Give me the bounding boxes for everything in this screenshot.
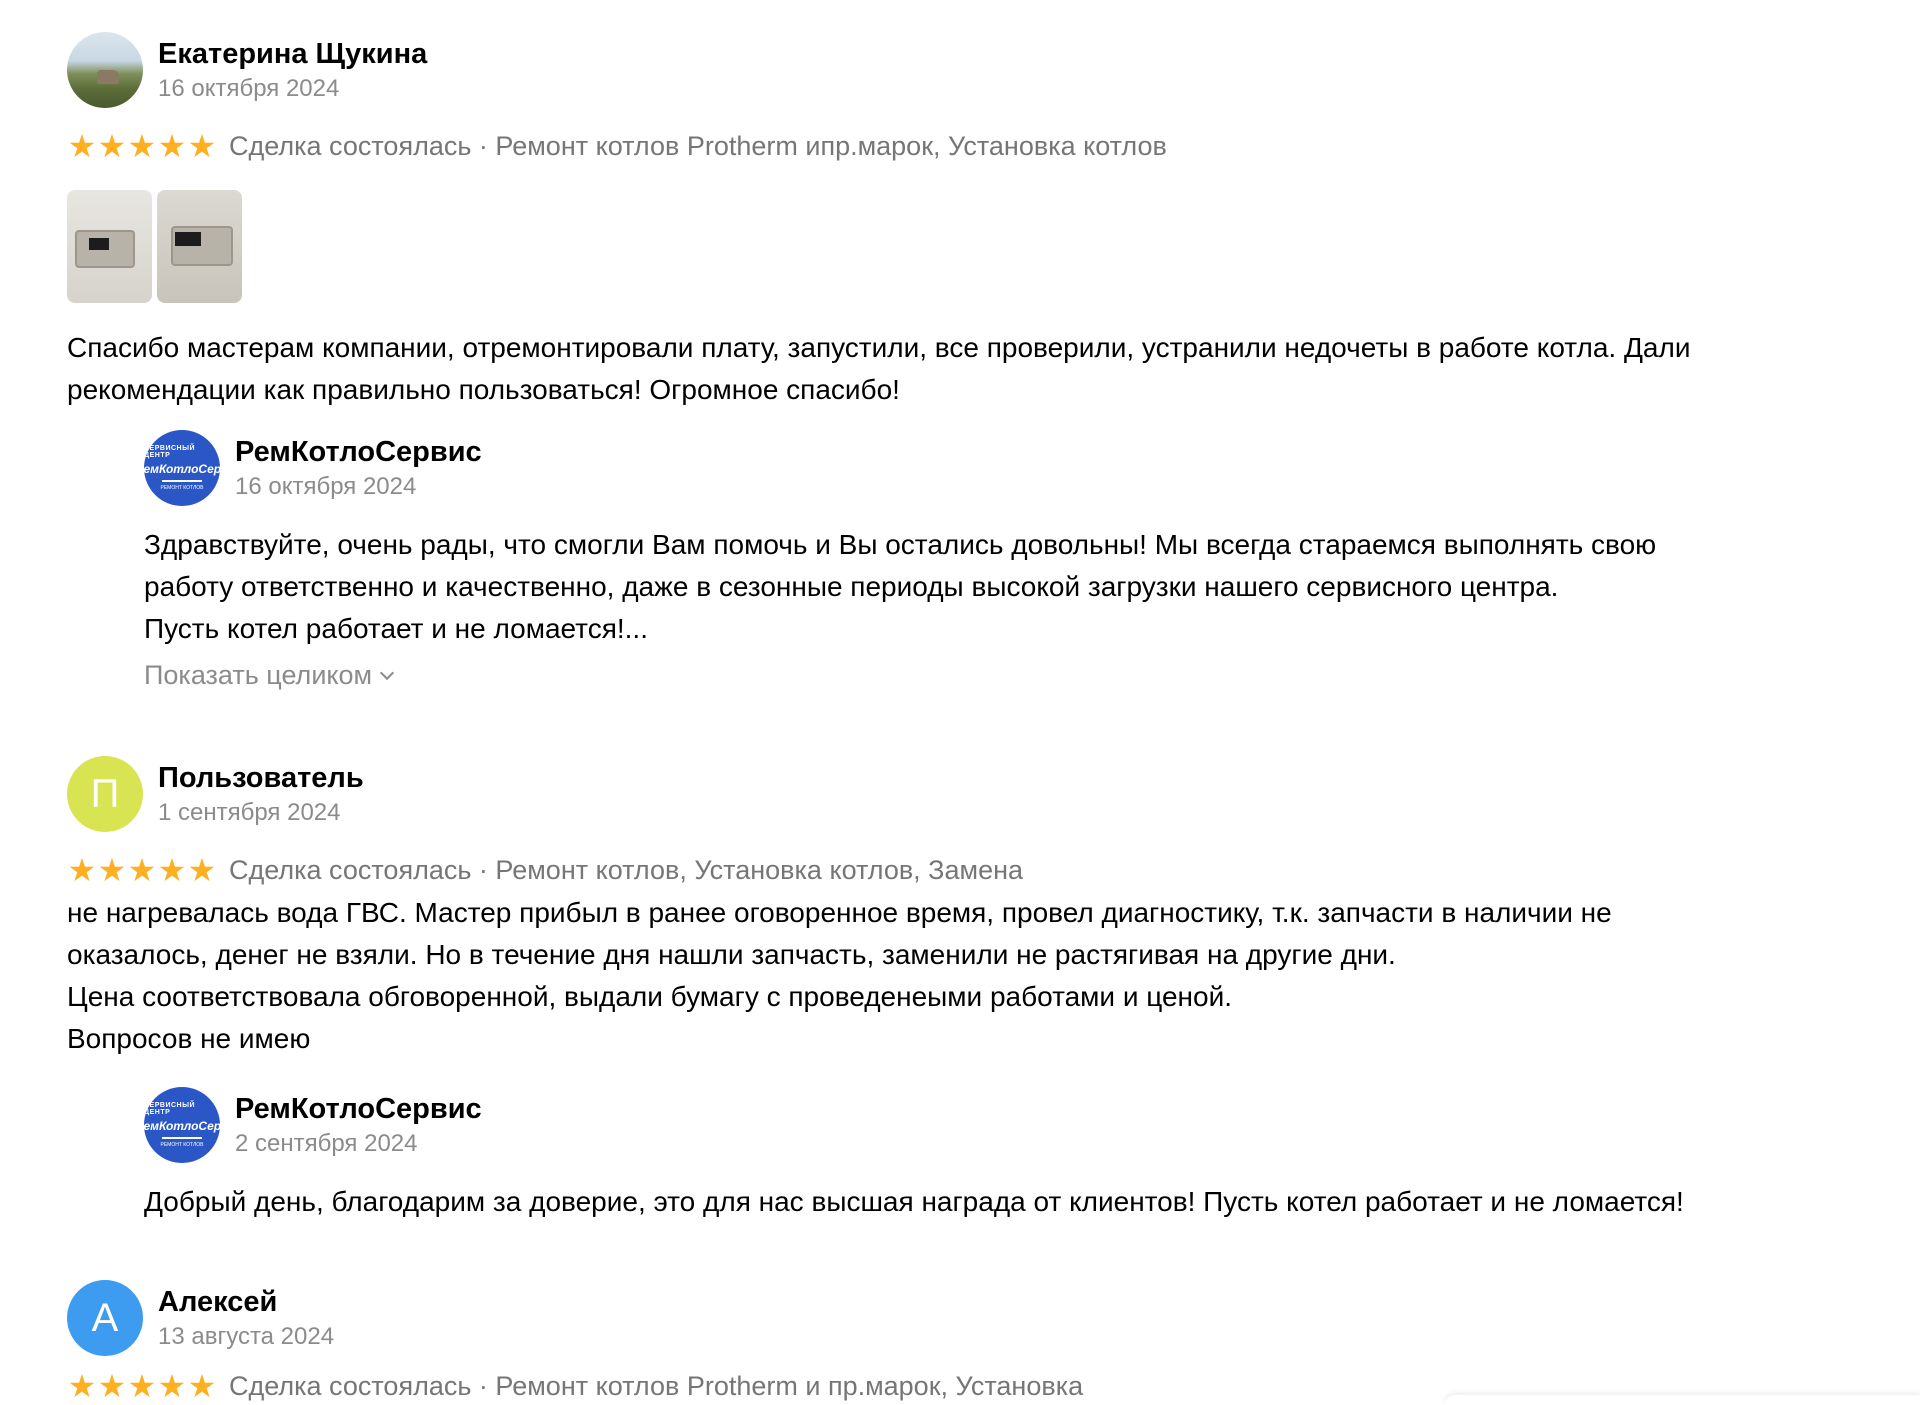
avatar-letter: П (90, 771, 120, 816)
review-header (67, 756, 1867, 832)
review-card (67, 1280, 1867, 1404)
avatar[interactable] (67, 1280, 143, 1356)
reply-text-line: работу ответственно и качественно, даже в сезонные периоды высокой загрузки нашего сервисного центра. (144, 571, 1559, 602)
reply-text-line: Добрый день, благодарим за доверие, это для нас высшая награда от клиентов! Пусть котел работает и не ломается! (144, 1186, 1684, 1217)
avatar[interactable] (67, 32, 143, 108)
chevron-down-icon (380, 665, 394, 679)
review-header (67, 32, 1867, 108)
star-icon: ★ (187, 128, 217, 164)
review-text (67, 327, 1867, 411)
star-icon: ★ (67, 852, 97, 888)
star-icon: ★ (97, 852, 127, 888)
reply-text (144, 1181, 1864, 1223)
star-icon: ★ (187, 1368, 217, 1404)
star-icon: ★ (127, 128, 157, 164)
company-reply (135, 430, 1864, 691)
photo-thumbnail[interactable] (157, 190, 242, 303)
star-icon: ★ (67, 128, 97, 164)
reply-text (144, 524, 1864, 650)
review-text-line: Вопросов не имею (67, 1023, 311, 1054)
reply-header (135, 430, 1864, 506)
company-logo-icon[interactable]: СЕРВИСНЫЙ ЦЕНТР РемКотлоСерв РЕМОНТ КОТЛОВ (144, 430, 220, 506)
reply-header (135, 1087, 1864, 1163)
star-icon: ★ (127, 852, 157, 888)
review-text-line: Спасибо мастерам компании, отремонтировали плату, запустили, все проверили, устранили недочеты в работе котла. Дали (67, 332, 1691, 363)
deal-info: Сделка состоялась · Ремонт котлов, Установка котлов, Замена (229, 854, 1024, 885)
reply-author[interactable]: РемКотлоСервис (235, 436, 482, 468)
show-full-button[interactable] (144, 660, 1864, 691)
review-text (67, 892, 1867, 1060)
rating-line (67, 128, 1867, 164)
avatar-letter: А (91, 1295, 119, 1340)
star-icon: ★ (127, 1368, 157, 1404)
rating-line (67, 852, 1867, 888)
deal-info: Сделка состоялась · Ремонт котлов Protherm и пр.марок, Установка (229, 1370, 1084, 1401)
review-header (67, 1280, 1867, 1356)
star-icon: ★ (187, 852, 217, 888)
review-text-line: Цена соответствовала обговоренной, выдали бумагу с проведенеыми работами и ценой. (67, 981, 1233, 1012)
company-reply (135, 1087, 1864, 1223)
deal-info: Сделка состоялась · Ремонт котлов Protherm ипр.марок, Установка котлов (229, 130, 1167, 161)
star-icon: ★ (157, 852, 187, 888)
star-icon: ★ (157, 1368, 187, 1404)
review-author[interactable]: Пользователь (158, 762, 364, 794)
star-rating (67, 130, 217, 162)
review-text-line: рекомендации как правильно пользоваться! Огромное спасибо! (67, 374, 900, 405)
star-rating (67, 1370, 217, 1402)
review-photos (67, 190, 1867, 303)
review-date: 13 августа 2024 (158, 1323, 335, 1350)
show-full-label: Показать целиком (144, 660, 373, 690)
review-text-line: оказалось, денег не взяли. Но в течение дня нашли запчасть, заменили не растягивая на другие дни. (67, 939, 1396, 970)
reply-date: 16 октября 2024 (235, 473, 417, 500)
review-date: 16 октября 2024 (158, 75, 340, 102)
review-author[interactable]: Екатерина Щукина (158, 38, 428, 70)
review-text-line: не нагревалась вода ГВС. Мастер прибыл в ранее оговоренное время, провел диагностику, т.к. запчасти в наличии не (67, 897, 1612, 928)
avatar[interactable] (67, 756, 143, 832)
star-icon: ★ (97, 128, 127, 164)
review-card (67, 32, 1867, 411)
photo-thumbnail[interactable] (67, 190, 152, 303)
review-author[interactable]: Алексей (158, 1286, 278, 1318)
star-icon: ★ (67, 1368, 97, 1404)
review-date: 1 сентября 2024 (158, 799, 341, 826)
floating-panel-edge (1445, 1395, 1920, 1405)
star-rating (67, 854, 217, 886)
star-icon: ★ (97, 1368, 127, 1404)
star-icon: ★ (157, 128, 187, 164)
reply-text-line: Пусть котел работает и не ломается!... (144, 613, 648, 644)
reply-date: 2 сентября 2024 (235, 1130, 418, 1157)
company-logo-icon[interactable]: СЕРВИСНЫЙ ЦЕНТР РемКотлоСерв РЕМОНТ КОТЛОВ (144, 1087, 220, 1163)
reply-text-line: Здравствуйте, очень рады, что смогли Вам помочь и Вы остались довольны! Мы всегда стараемся выполнять свою (144, 529, 1657, 560)
reply-author[interactable]: РемКотлоСервис (235, 1093, 482, 1125)
review-card (67, 756, 1867, 1060)
